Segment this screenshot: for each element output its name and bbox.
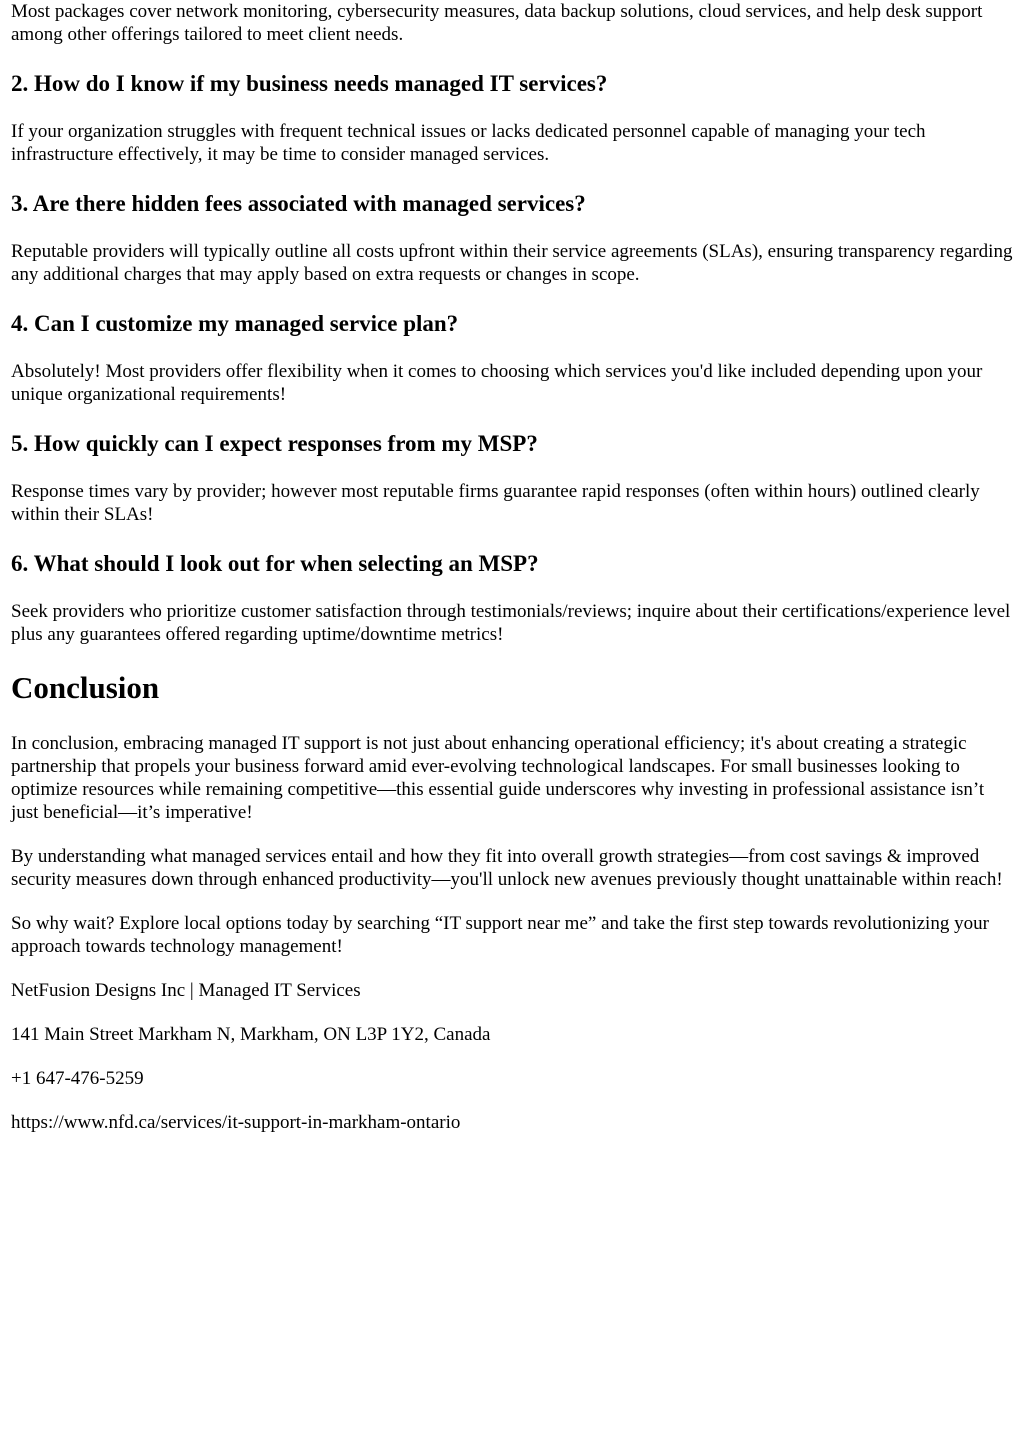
faq-question-4: 4. Can I customize my managed service plan?: [11, 311, 459, 336]
conclusion-paragraph-1: In conclusion, embracing managed IT support is not just about enhancing operational efficiency; it's about creating a strategic partnership that propels your business forward amid ever-evolving technological landscapes. For small businesses looking to optimize resources while remaining competitive—this essential guide underscores why investing in professional assistance isn’t just beneficial—it’s imperative!: [11, 733, 985, 823]
conclusion-paragraph-3: So why wait? Explore local options today by searching “IT support near me” and take the first step towards revolutionizing your approach towards technology management!: [11, 913, 989, 957]
faq-answer-4: Absolutely! Most providers offer flexibility when it comes to choosing which services you'd like included depending upon your unique organizational requirements!: [11, 361, 983, 405]
faq-answer-6: Seek providers who prioritize customer satisfaction through testimonials/reviews; inquire about their certifications/experience level plus any guarantees offered regarding uptime/downtime metrics!: [11, 601, 1011, 645]
conclusion-heading: Conclusion: [11, 670, 160, 705]
faq-answer-5: Response times vary by provider; however most reputable firms guarantee rapid responses (often within hours) outlined clearly within their SLAs!: [11, 481, 980, 525]
faq-question-6: 6. What should I look out for when selecting an MSP?: [11, 551, 539, 576]
faq-question-3: 3. Are there hidden fees associated with managed services?: [11, 191, 586, 216]
contact-url[interactable]: https://www.nfd.ca/services/it-support-in-markham-ontario: [11, 1112, 461, 1133]
contact-phone: +1 647-476-5259: [11, 1068, 144, 1089]
faq-answer-3: Reputable providers will typically outline all costs upfront within their service agreements (SLAs), ensuring transparency regarding any additional charges that may apply based on extra requests or changes in scope.: [11, 241, 1013, 285]
contact-company: NetFusion Designs Inc | Managed IT Services: [11, 980, 361, 1001]
faq-question-5: 5. How quickly can I expect responses from my MSP?: [11, 431, 538, 456]
faq-question-2: 2. How do I know if my business needs managed IT services?: [11, 71, 608, 96]
conclusion-paragraph-2: By understanding what managed services entail and how they fit into overall growth strategies—from cost savings & improved security measures down through enhanced productivity—you'll unlock new avenues previously thought unattainable within reach!: [11, 846, 1003, 890]
faq-answer-2: If your organization struggles with frequent technical issues or lacks dedicated personnel capable of managing your tech infrastructure effectively, it may be time to consider managed services.: [11, 121, 926, 165]
intro-paragraph: Most packages cover network monitoring, cybersecurity measures, data backup solutions, cloud services, and help desk support among other offerings tailored to meet client needs.: [11, 1, 983, 45]
contact-address: 141 Main Street Markham N, Markham, ON L3P 1Y2, Canada: [11, 1024, 491, 1045]
